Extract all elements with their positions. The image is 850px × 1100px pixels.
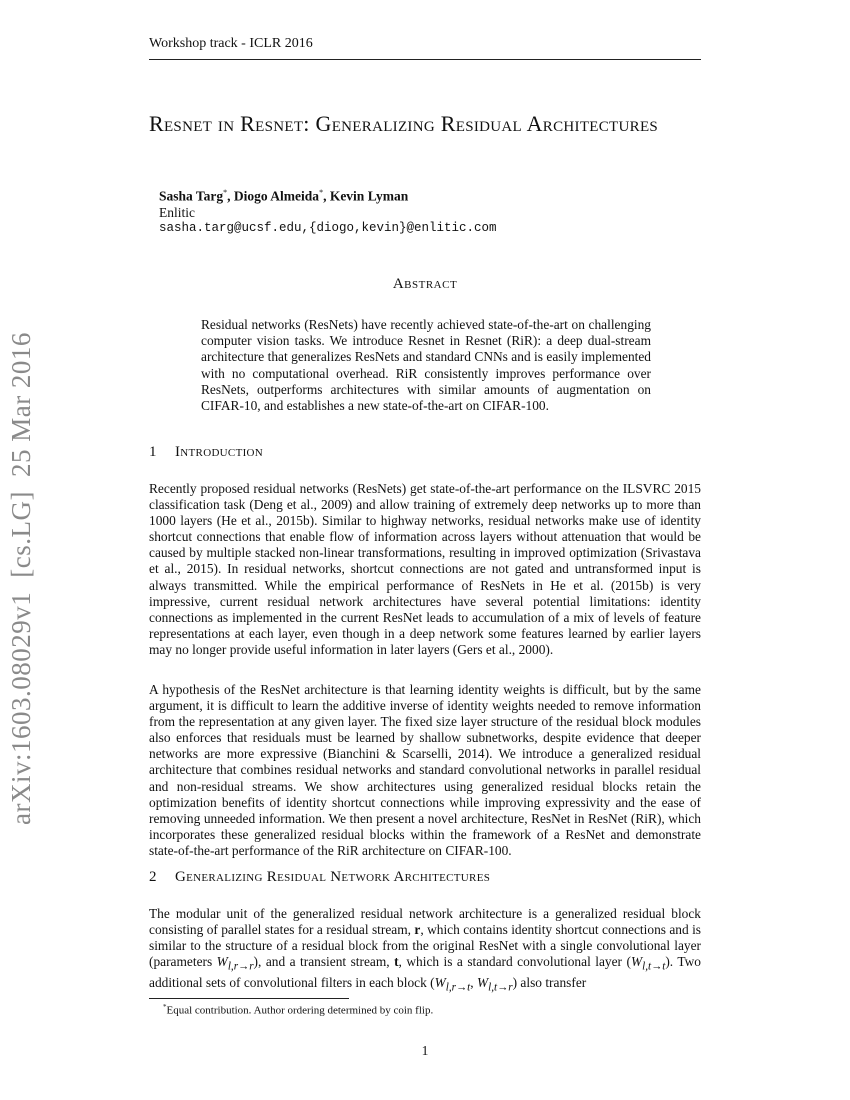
- footnote-mark: *: [163, 1003, 167, 1011]
- paragraph-text: Recently proposed residual networks (ResNets) get state-of-the-art performance on the ILSVRC 2015 classification task (Deng et al., 2009) and allow training of extremely deep networks up to more than 1000 layers (He et al., 2015b). Similar to highway networks, residual networks make use of identity shortcut connections that enable flow of information across layers without attenuation that would be caused by multiple stacked non-linear transformations, resulting in improved optimization (Srivastava et al., 2015). In residual networks, shortcut connections are not gated and untransformed input is always transmitted. While the empirical performance of ResNets in He et al. (2015b) is very impressive, current residual network architectures have several potential limitations: identity connections as implemented in the current ResNet leads to accumulation of a mix of levels of feature representations at each layer, even though in a deep network some features learned by earlier layers may no longer provide useful information in later layers (Gers et al., 2000).: [149, 481, 701, 657]
- math-subscript: l,t→t: [642, 960, 666, 973]
- math-subscript: l,r→t: [445, 981, 471, 994]
- paragraph: [149, 906, 701, 996]
- math-symbol: W: [434, 975, 446, 991]
- math-symbol: r: [414, 922, 421, 938]
- author-list: Sasha Targ*, Diogo Almeida*, Kevin Lyman: [159, 188, 409, 204]
- math-symbol: W: [216, 954, 228, 970]
- text-run: ,: [470, 975, 477, 991]
- math-subscript: l,t→r: [488, 981, 513, 994]
- arxiv-date: 25 Mar 2016: [6, 332, 36, 478]
- section-title: Generalizing Residual Network Architectures: [175, 869, 491, 885]
- math-subscript: l,r→r: [227, 960, 254, 973]
- page-number: 1: [421, 1043, 429, 1058]
- footnote: [163, 1003, 433, 1017]
- section-number: 2: [149, 869, 157, 885]
- math-symbol: W: [630, 954, 643, 970]
- arxiv-stamp: [6, 225, 37, 825]
- paragraph: [149, 682, 701, 859]
- author-mark: *: [319, 188, 324, 197]
- running-header: Workshop track - ICLR 2016: [149, 36, 313, 51]
- text-run: ) also transfer: [512, 975, 587, 991]
- paragraph-text: A hypothesis of the ResNet architecture is that learning identity weights is difficult, but by the same argument, it is difficult to learn the additive inverse of identity weights needed to remove information from the representation at any given layer. The fixed size layer structure of the residual block modules also enforces that residuals must be learned by shallow subnetworks, despite evidence that deeper networks are more expressive (Bianchini & Scarselli, 2014). We introduce a generalized residual architecture that combines residual networks and standard convolutional networks in parallel residual and non-residual streams. We show architectures using generalized residual blocks retain the optimization benefits of identity shortcut connections while improving expressivity and the ease of removing unneeded information. We then present a novel architecture, ResNet in ResNet (RiR), which incorporates these generalized residual blocks within the framework of a ResNet and demonstrate state-of-the-art performance of the RiR architecture on CIFAR-100.: [149, 682, 701, 858]
- author-name: Kevin Lyman: [329, 188, 409, 204]
- arxiv-id: arXiv:1603.08029v1: [6, 591, 36, 825]
- text-run: , which contains identity shortcut connections and is similar to the structure of a residual block from the original ResNet with a single convolutional layer (parameters: [149, 922, 701, 970]
- paragraph-text: [149, 906, 701, 996]
- header-divider: [149, 59, 701, 60]
- affiliation: Enlitic: [159, 205, 195, 220]
- paragraph: [149, 481, 701, 658]
- math-symbol: t: [394, 954, 399, 970]
- abstract-heading: Abstract: [392, 276, 458, 292]
- abstract-text: Residual networks (ResNets) have recently achieved state-of-the-art on challenging computer vision tasks. We introduce Resnet in Resnet (RiR): a deep dual-stream architecture that generalizes ResNets and standard CNNs and is easily implemented with no computational overhead. RiR consistently improves performance over ResNets, outperforms architectures with similar amounts of augmentation on CIFAR-10, and establishes a new state-of-the-art on CIFAR-100.: [201, 317, 651, 414]
- section-number: 1: [149, 444, 157, 460]
- footnote-text: Equal contribution. Author ordering determined by coin flip.: [166, 1004, 434, 1017]
- math-symbol: W: [476, 975, 489, 991]
- text-run: , which is a standard convolutional layer (: [398, 954, 631, 970]
- section-heading: [149, 444, 263, 461]
- section-title: Introduction: [175, 444, 264, 460]
- footnote-divider: [149, 998, 349, 999]
- text-run: The modular unit of the generalized residual network architecture is a generalized residual block consisting of parallel states for a residual stream,: [149, 906, 701, 938]
- author-name: Diogo Almeida: [233, 188, 320, 204]
- author-emails: sasha.targ@ucsf.edu,{diogo,kevin}@enlitic.com: [159, 221, 497, 235]
- section-heading: [149, 869, 490, 886]
- text-run: ). Two additional sets of convolutional filters in each block (: [149, 954, 701, 991]
- author-name: Sasha Targ: [159, 188, 224, 204]
- paper-title: Resnet in Resnet: Generalizing Residual Architectures: [149, 111, 659, 136]
- arxiv-category: [cs.LG]: [6, 491, 36, 578]
- text-run: ), and a transient stream,: [253, 954, 395, 970]
- author-mark: *: [223, 188, 228, 197]
